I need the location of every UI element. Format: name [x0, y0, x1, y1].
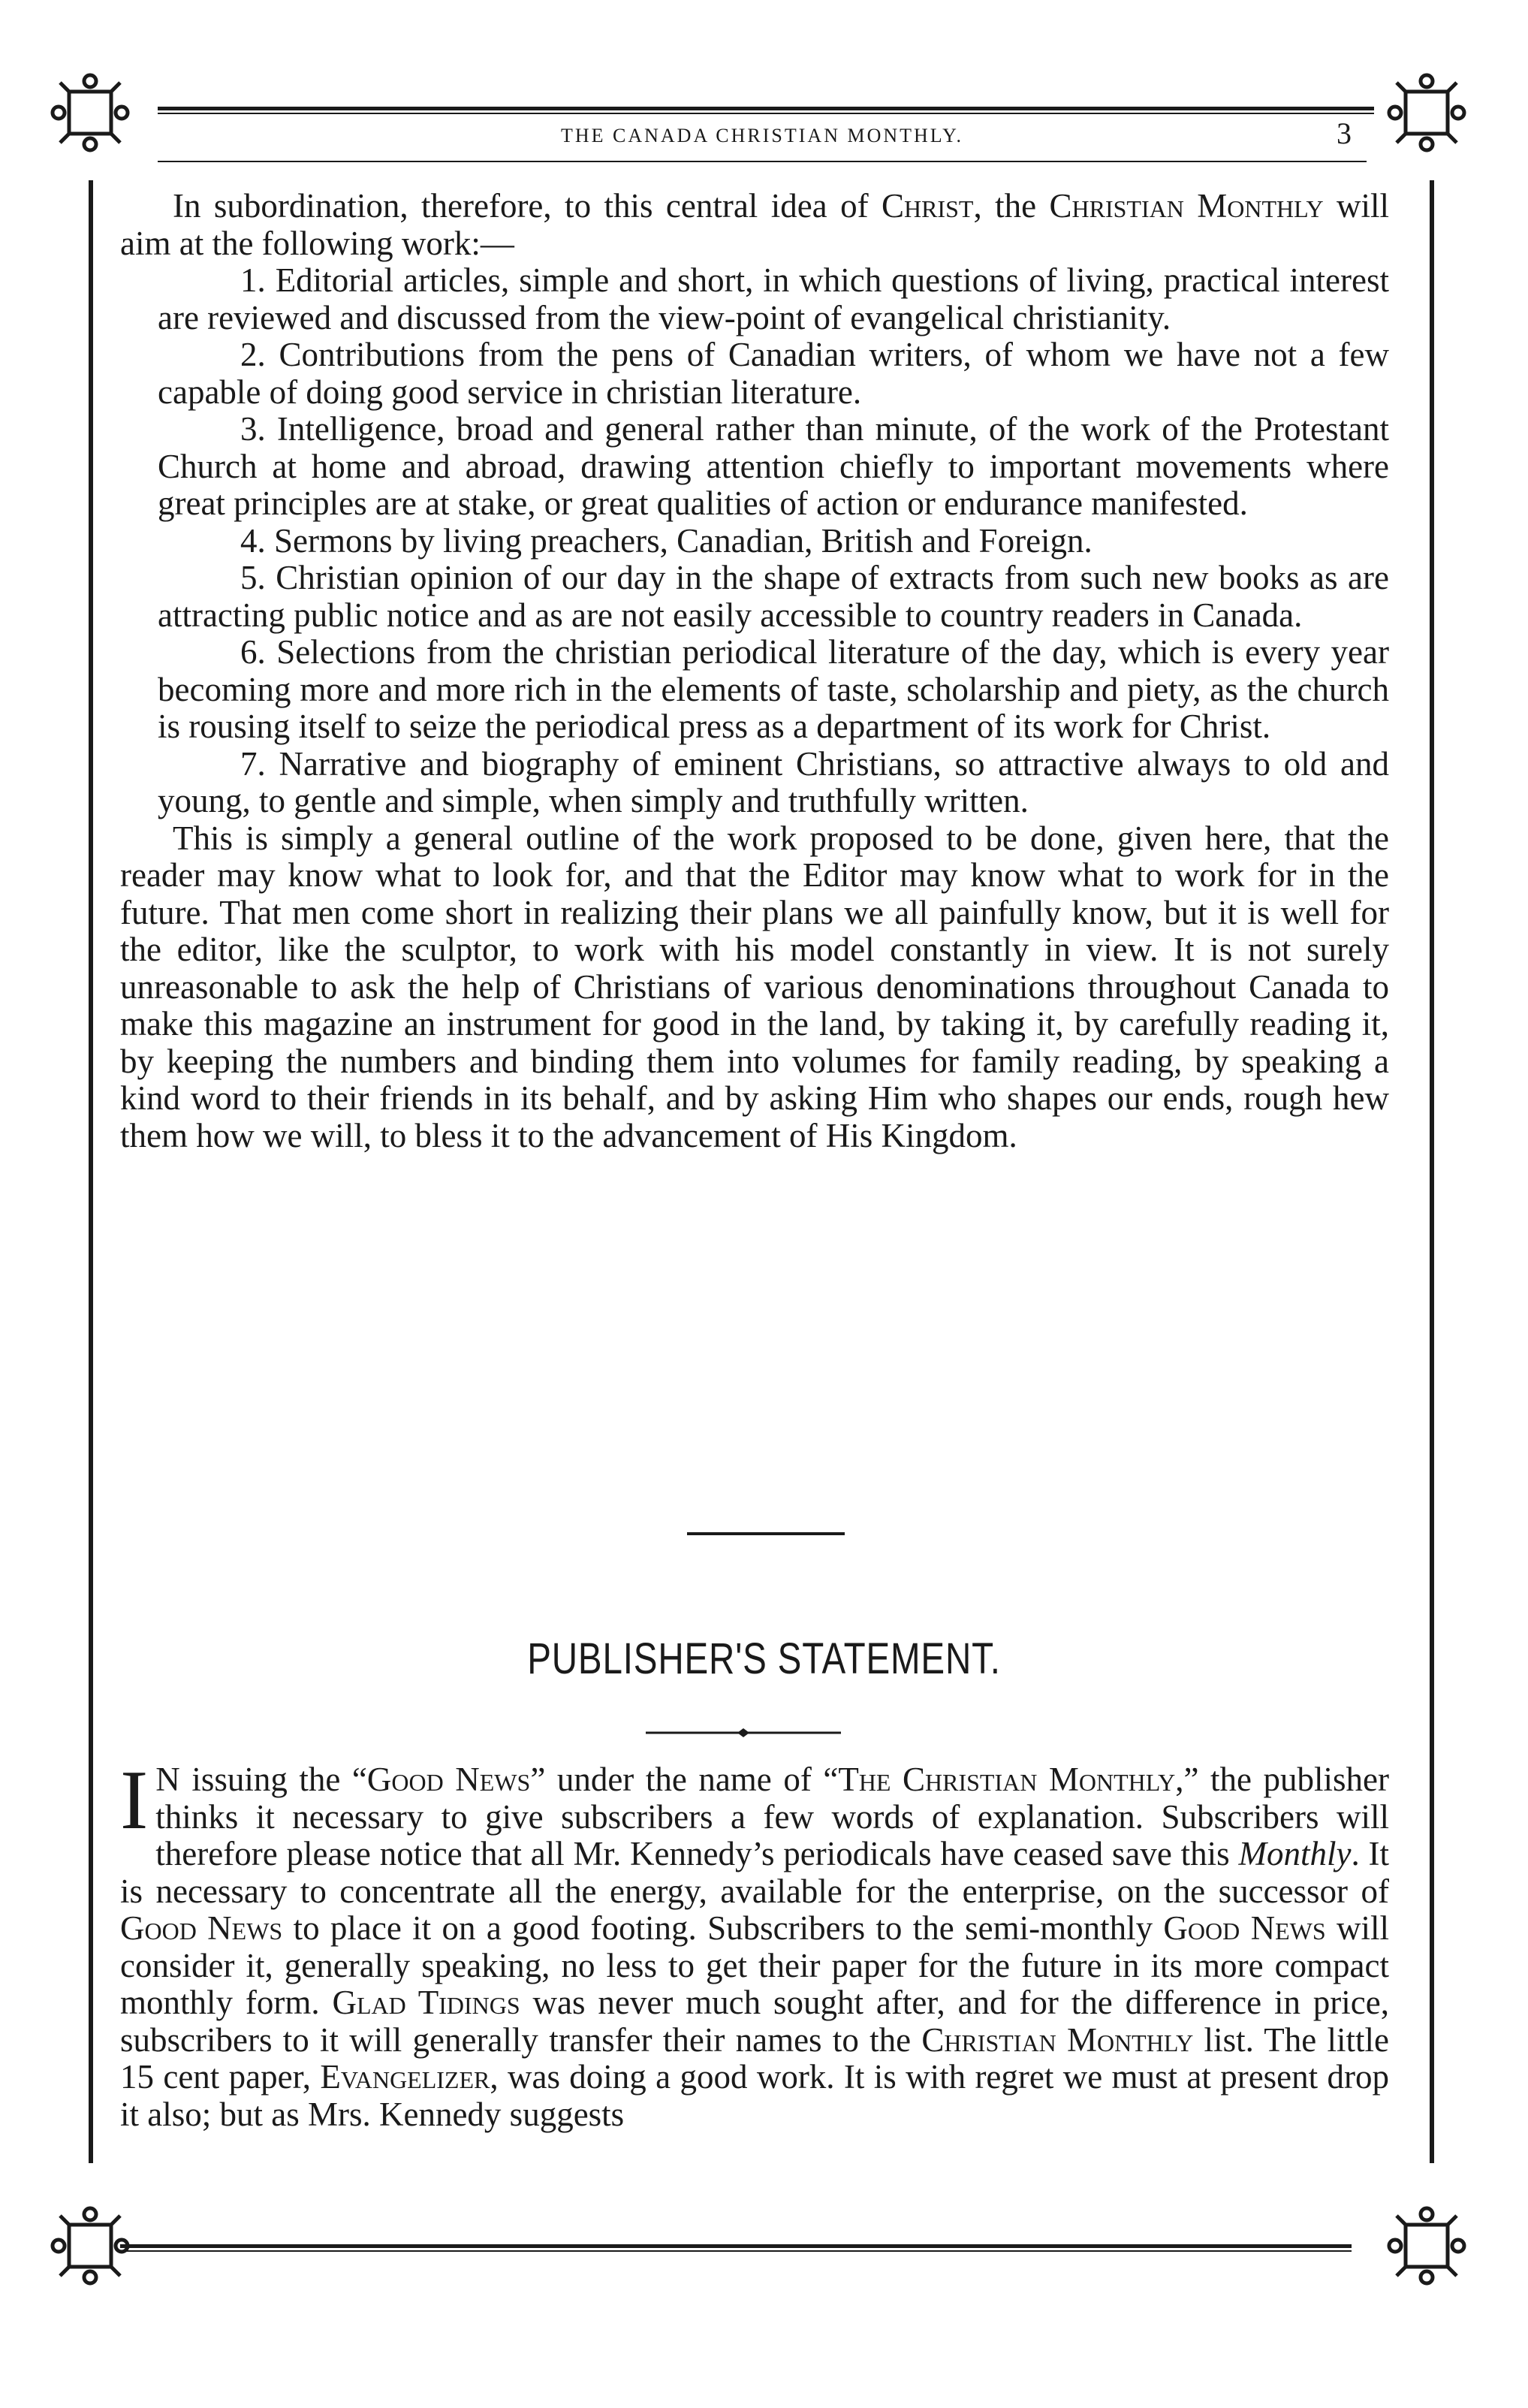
list-item: 2. Contributions from the pens of Canadian writers, of whom we have not a few capable of doing good service in christian literature. [158, 336, 1389, 411]
statement-paragraph [120, 1754, 1389, 2133]
statement-text: will consider it, generally speaking, no less to get their paper for the future in its more compact monthly form. [120, 1909, 1389, 2021]
christian-monthly-title: The Christian Monthly [838, 1761, 1176, 1798]
statement-text: ,” the publisher thinks it necessary to give subscribers a few words of explanation. Subscribers will therefore please notice that all Mr. Kennedy’s periodicals have ceased save this [155, 1761, 1389, 1872]
statement-text: ” under the name of “ [530, 1761, 839, 1798]
list-item: 4. Sermons by living preachers, Canadian, British and Foreign. [240, 521, 1093, 560]
intro-paragraph [120, 188, 1389, 262]
statement-text: N issuing the “ [155, 1761, 367, 1798]
intro-monthly: Christian Monthly [1049, 187, 1324, 225]
running-title: THE CANADA CHRISTIAN MONTHLY. [560, 125, 964, 146]
frame-bottom-rule-thin [120, 2250, 1352, 2252]
frame-top-rule [158, 107, 1374, 110]
good-news-title: Good News [366, 1761, 531, 1798]
statement-text: . It is necessary to concentrate all the energy, available for the enterprise, on the successor of [120, 1835, 1389, 1910]
evangelizer-title: Evangelizer [320, 2058, 490, 2096]
good-news-title: Good News [120, 1909, 283, 1947]
frame-top-rule-thin [158, 113, 1374, 114]
list-item: 5. Christian opinion of our day in the shape of extracts from such new books as are attracting public notice and as are not easily accessible to country readers in Canada. [158, 559, 1389, 634]
list-item: 1. Editorial articles, simple and short, in which questions of living, practical interest are reviewed and discussed from the view-point of evangelical christianity. [158, 261, 1389, 336]
intro-christ: Christ [881, 187, 974, 225]
closing-paragraph: This is simply a general outline of the work proposed to be done, given here, that the reader may know what to look for, and that the Editor may know what to work for in the future. That men come short in realizing their plans we all painfully know, but it is well for the editor, like the sculptor, to work with his model constantly in view. It is not surely unreasonable to ask the help of Christians of various denominations throughout Canada to make this magazine an instrument for good in the land, by taking it, by carefully reading it, by keeping the numbers and binding them into volumes for family reading, by speaking a kind word to their friends in its behalf, and by asking Him who shapes our ends, rough hew them how we will, to bless it to the advancement of His Kingdom. [120, 819, 1389, 1154]
corner-ornament-icon [45, 68, 135, 158]
christian-monthly-title: Christian Monthly [921, 2020, 1194, 2059]
running-head [158, 116, 1367, 153]
glad-tidings-title: Glad Tidings [332, 1984, 520, 2021]
section-title: PUBLISHER'S STATEMENT. [527, 1634, 1001, 1683]
frame-right-rule [1430, 180, 1434, 2163]
good-news-title: Good News [1163, 1909, 1326, 1947]
list-item: 7. Narrative and biography of eminent Christians, so attractive always to old and young, to gentle and simple, when simply and truthfully written. [158, 744, 1389, 819]
header-rule [158, 161, 1367, 162]
corner-ornament-icon [45, 2201, 135, 2291]
intro-mid: , the [973, 187, 1050, 225]
intro-lead: In subordination, therefore, to this central idea of [173, 187, 882, 225]
monthly-italic: Monthly [1238, 1835, 1352, 1872]
intro-tail: will aim at the following work:— [120, 187, 1389, 262]
frame-bottom-rule [120, 2244, 1352, 2248]
statement-text: to place it on a good footing. Subscribers to the semi-monthly [282, 1909, 1164, 1947]
page-number: 3 [1337, 116, 1352, 150]
corner-ornament-icon [1382, 68, 1472, 158]
corner-ornament-icon [1382, 2201, 1472, 2291]
list-item: 3. Intelligence, broad and general rather than minute, of the work of the Protestant Church at home and abroad, drawing attention chiefly to important movements where great principles are at stake, or great qualities of action or endurance manifested. [158, 410, 1389, 522]
list-item: 6. Selections from the christian periodical literature of the day, which is every year becoming more and more rich in the elements of taste, scholarship and piety, as the church is rousing itself to seize the periodical press as a department of its work for Christ. [158, 633, 1389, 745]
section-divider [687, 1532, 845, 1535]
frame-left-rule [89, 180, 93, 2163]
statement-text: list. The little 15 cent paper, [120, 2020, 1389, 2096]
statement-text: was never much sought after, and for the difference in price, subscribers to it will generally transfer their names to the [120, 1984, 1389, 2059]
ornament-rule-icon [646, 1728, 841, 1737]
editorial-text [120, 188, 1389, 1154]
statement-text: , was doing a good work. It is with regret we must at present drop it also; but as Mrs. Kennedy suggests [120, 2058, 1389, 2133]
publisher-statement [120, 1754, 1389, 2133]
drop-cap: I [120, 1754, 149, 1847]
